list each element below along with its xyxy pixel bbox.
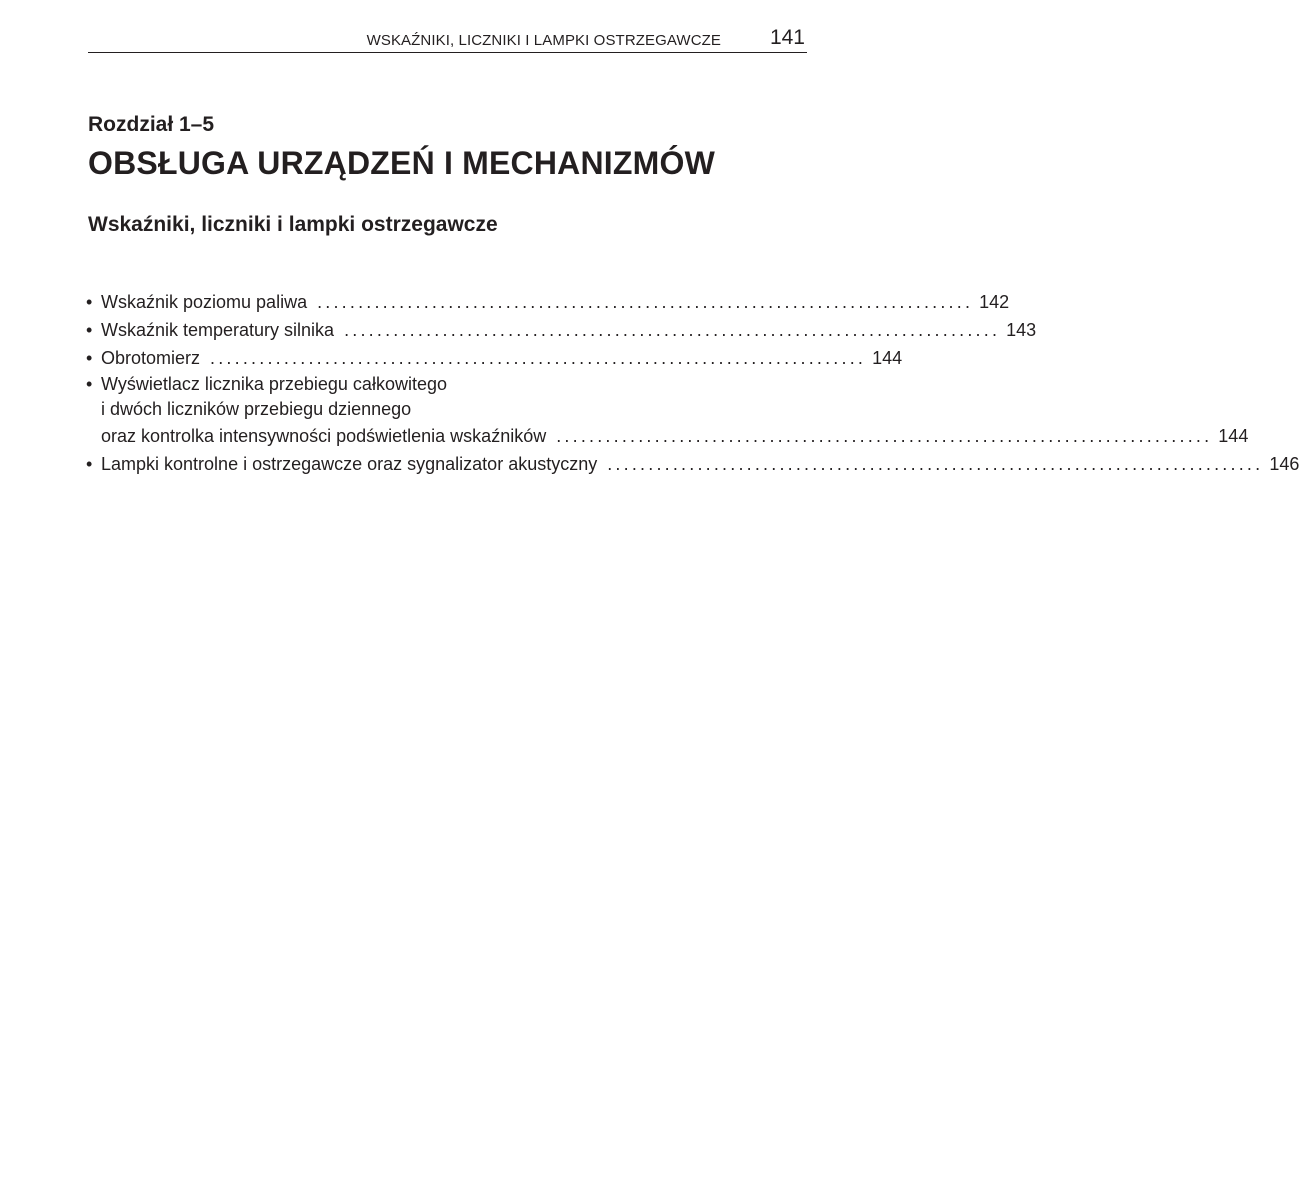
toc-item-label-line-3: oraz kontrolka intensywności podświetlenia wskaźników [101,426,547,446]
toc-item-engine-temperature[interactable] [86,316,1037,344]
toc-item-label: Obrotomierz [101,348,201,368]
bullet: • [86,374,93,394]
toc-item-label-line-1: Wyświetlacz licznika przebiegu całkowitego [101,374,447,394]
page-number: 141 [769,26,805,49]
toc-item-page: 142 [979,292,1010,312]
toc-item-label: Lampki kontrolne i ostrzegawcze oraz sygnalizator akustyczny [101,454,598,474]
dot-leader: ................................................................................ [607,454,1264,474]
toc-item-label-line-2: i dwóch liczników przebiegu dziennego [101,399,412,419]
table-of-contents [86,288,1299,478]
bullet: • [86,348,93,368]
toc-item-odometer-display[interactable] [86,372,1249,450]
dot-leader: ................................................................................ [317,292,974,312]
toc-item-page: 144 [1218,426,1249,446]
toc-item-page: 143 [1006,320,1037,340]
toc-item-page: 146 [1269,454,1299,474]
chapter-label: Rozdział 1–5 [88,113,215,136]
bullet: • [86,292,93,312]
toc-item-fuel-gauge[interactable] [86,288,1010,316]
bullet: • [86,454,93,474]
dot-leader: ................................................................................ [210,348,867,368]
toc-item-label: Wskaźnik temperatury silnika [101,320,335,340]
chapter-title: OBSŁUGA URZĄDZEŃ I MECHANIZMÓW [88,145,715,181]
dot-leader: ................................................................................ [344,320,1001,340]
dot-leader: ................................................................................ [556,426,1213,446]
toc-item-page: 144 [872,348,903,368]
running-header-title: WSKAŹNIKI, LICZNIKI I LAMPKI OSTRZEGAWCZE [366,32,721,49]
toc-item-tachometer[interactable] [86,344,903,372]
running-header [88,26,807,53]
section-title: Wskaźniki, liczniki i lampki ostrzegawcze [88,213,498,236]
bullet: • [86,320,93,340]
toc-item-label: Wskaźnik poziomu paliwa [101,292,308,312]
toc-item-warning-lights[interactable] [86,450,1299,478]
